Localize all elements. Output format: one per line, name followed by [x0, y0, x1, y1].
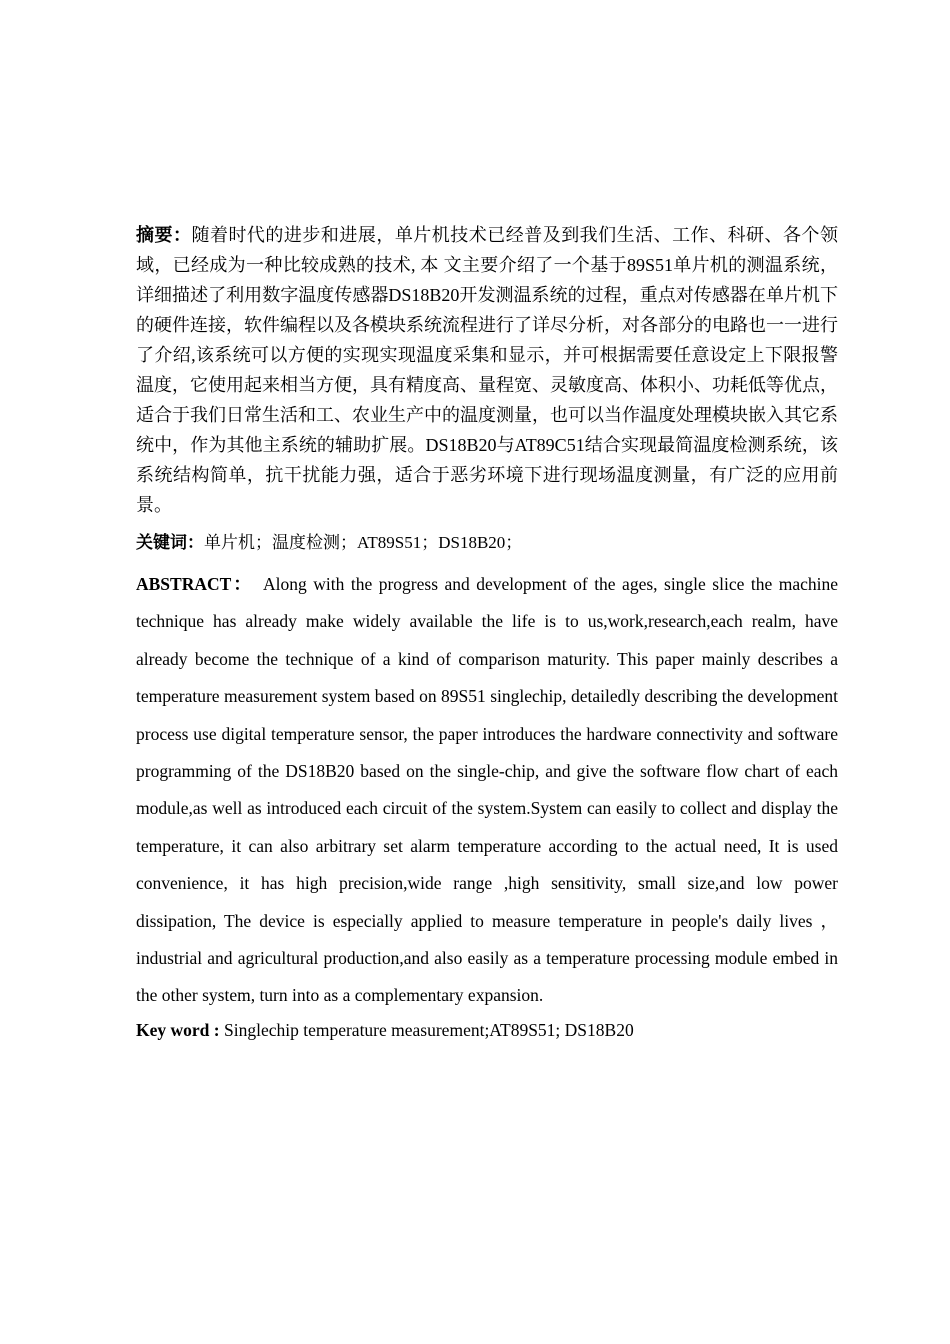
english-keywords-text: Singlechip temperature measurement;AT89S51; DS18B20 — [223, 1019, 634, 1040]
abstract-page — [136, 220, 838, 1043]
chinese-abstract-label: 摘要： — [136, 225, 192, 245]
english-keywords — [136, 1017, 838, 1043]
chinese-abstract — [136, 220, 838, 520]
chinese-keywords-label: 关键词： — [136, 533, 204, 552]
english-abstract — [136, 566, 838, 1015]
english-abstract-label: ABSTRACT： — [136, 574, 254, 594]
english-abstract-text: Along with the progress and development of the ages, single slice the machine technique has already make widely available the life is to us,work,research,each realm, have already become the technique of a kind of comparison maturity. This paper mainly describes a temperature measurement system based on 89S51 singlechip, detailedly describing the development process use digital temperature sensor, the paper introduces the hardware connectivity and software programming of the DS18B20 based on the single-chip, and give the software flow chart of each module,as well as introduced each circuit of the system.System can easily to collect and display the temperature, it can also arbitrary set alarm temperature according to the actual need, It is used convenience, it has high precision,wide range ,high sensitivity, small size,and low power dissipation, The device is especially applied to measure temperature in people's daily lives ， industrial and agricultural production,and also easily as a temperature processing module embed in the other system, turn into as a complementary expansion. — [136, 574, 838, 1006]
chinese-keywords — [136, 530, 838, 556]
chinese-keywords-text: 单片机；温度检测；AT89S51；DS18B20； — [204, 533, 523, 552]
english-keywords-label: Key word : — [136, 1019, 220, 1040]
chinese-abstract-text: 随着时代的进步和进展，单片机技术已经普及到我们生活、工作、科研、各个领域，已经成为一种比较成熟的技术, 本 文主要介绍了一个基于89S51单片机的测温系统，详细描述了利用数字温度传感器DS18B20开发测温系统的过程，重点对传感器在单片机下的硬件连接，软件编程以及各模块系统流程进行了详尽分析，对各部分的电路也一一进行了介绍,该系统可以方便的实现实现温度采集和显示，并可根据需要任意设定上下限报警温度，它使用起来相当方便，具有精度高、量程宽、灵敏度高、体积小、功耗低等优点，适合于我们日常生活和工、农业生产中的温度测量，也可以当作温度处理模块嵌入其它系统中，作为其他主系统的辅助扩展。DS18B20与AT89C51结合实现最简温度检测系统，该系统结构简单，抗干扰能力强，适合于恶劣环境下进行现场温度测量，有广泛的应用前景。 — [136, 225, 839, 515]
